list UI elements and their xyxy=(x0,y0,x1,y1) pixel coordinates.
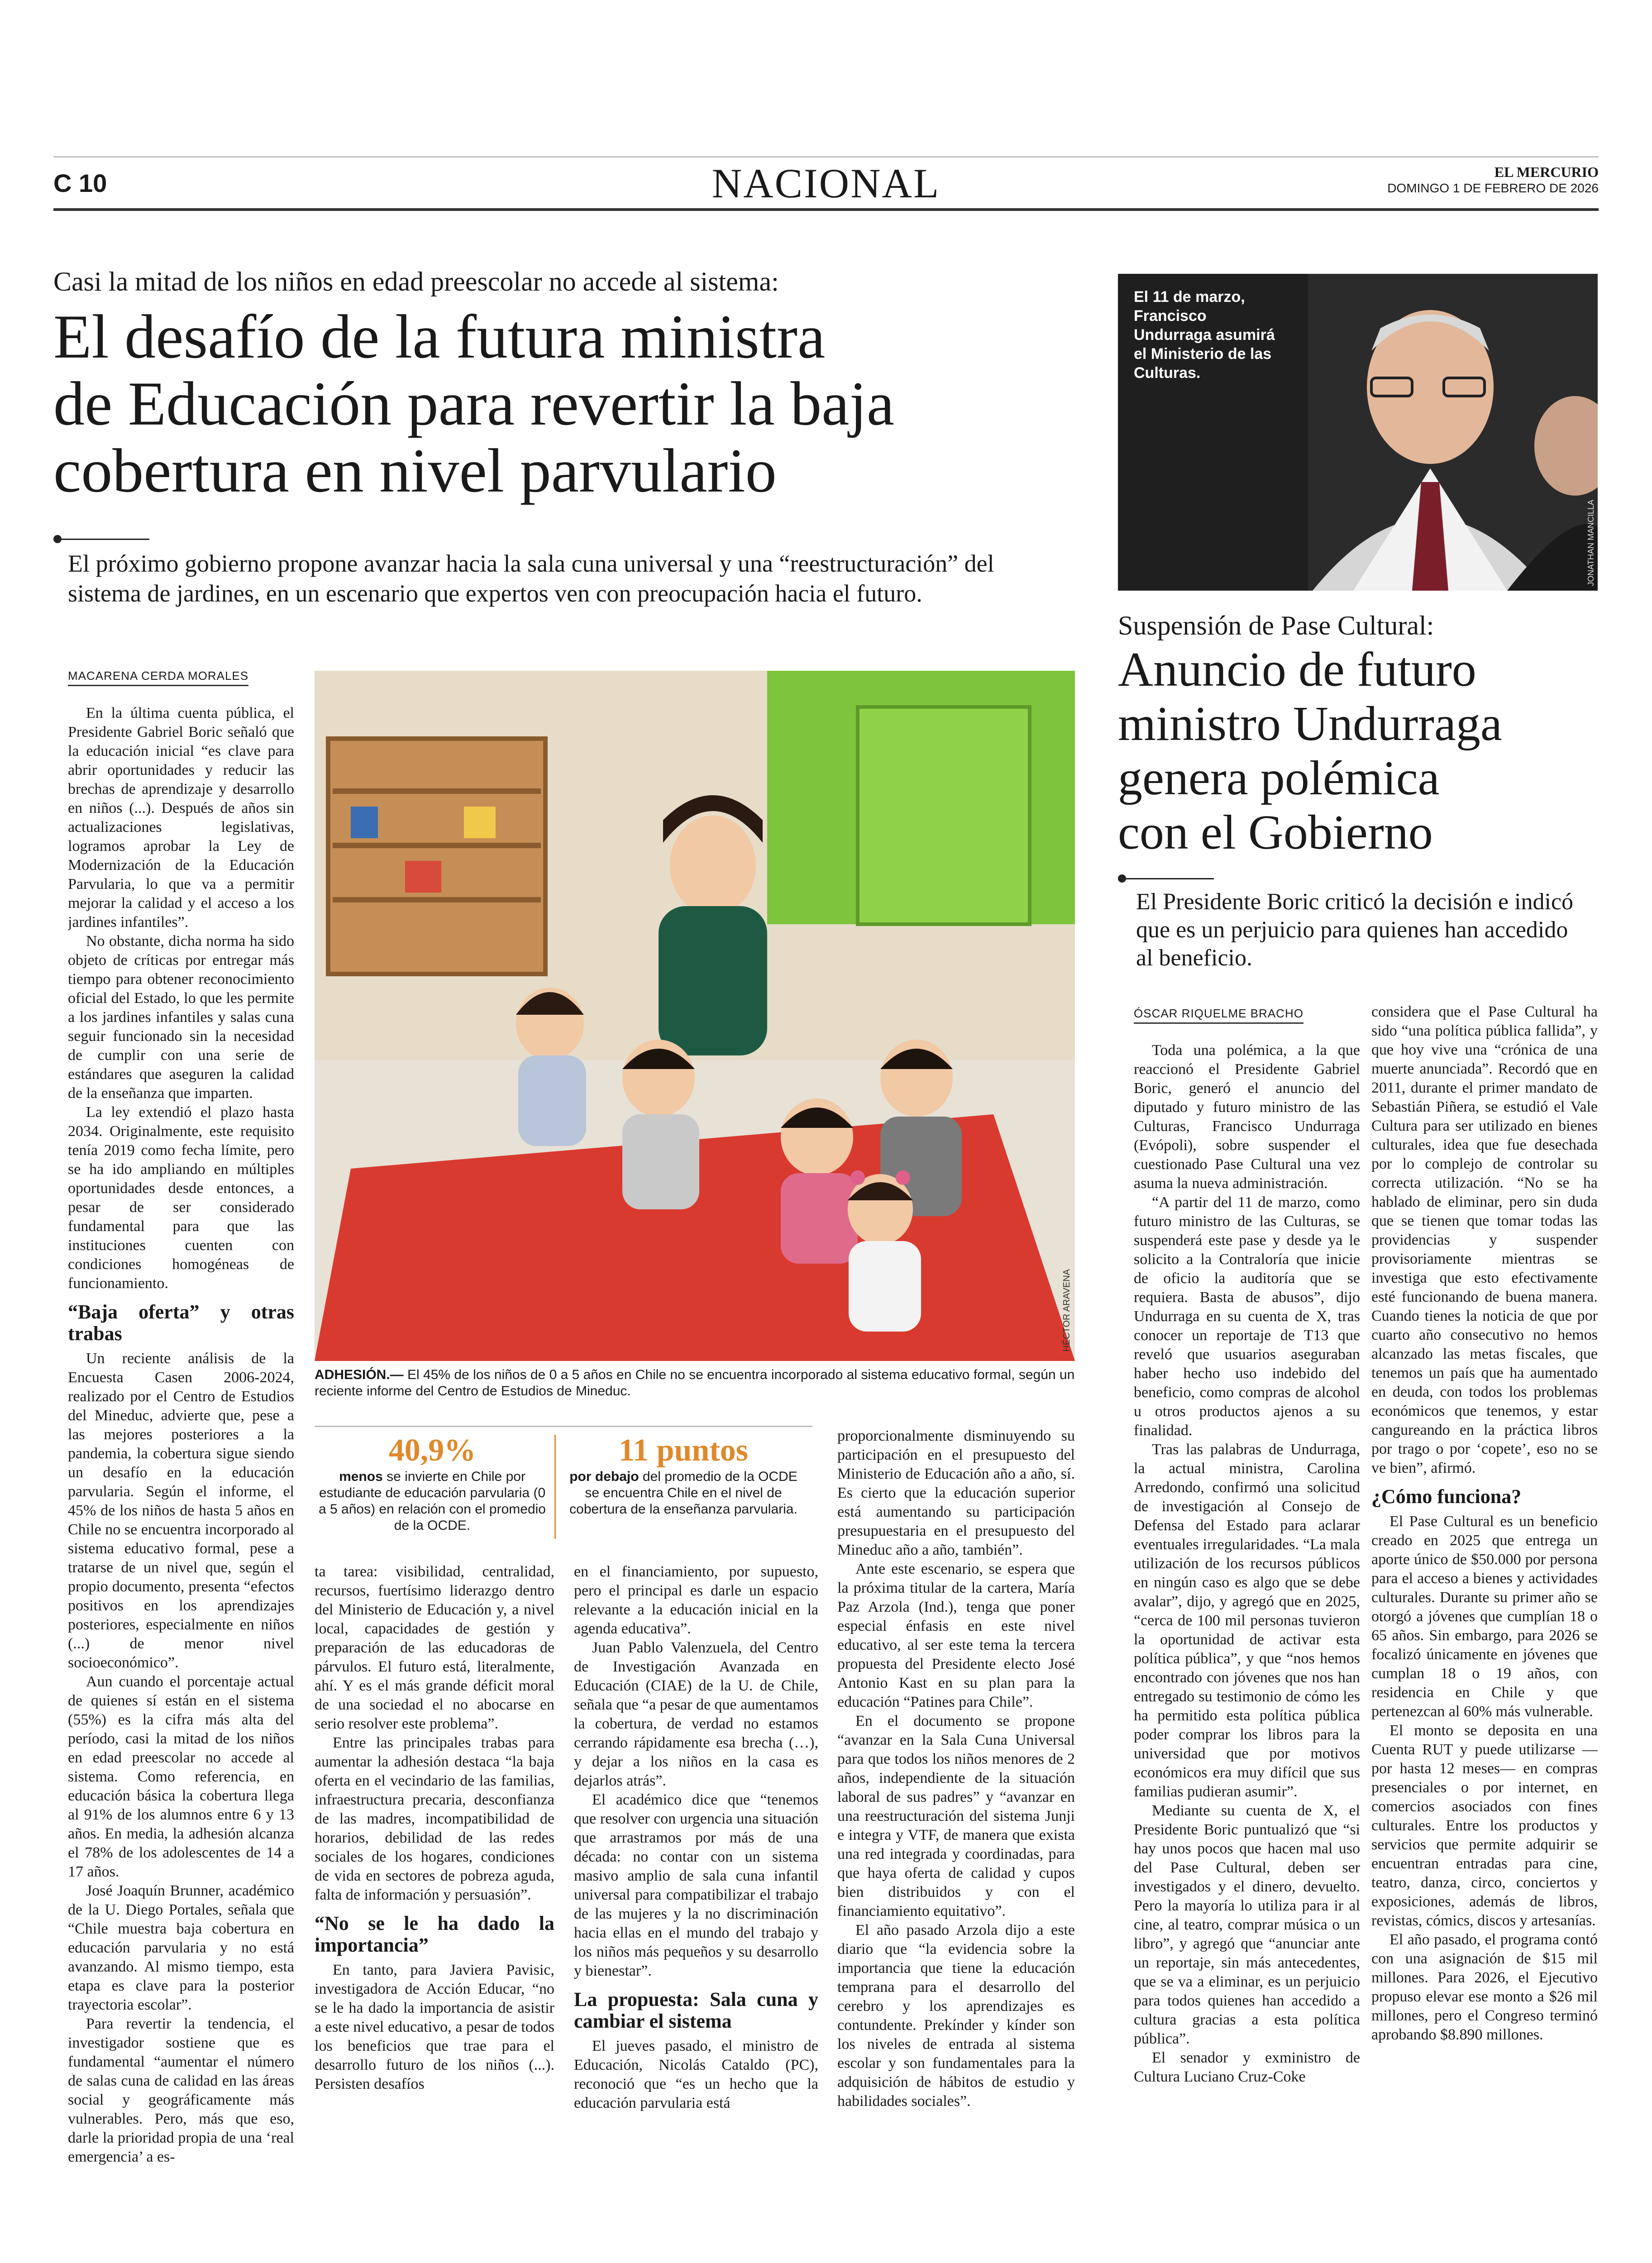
main-col-4 xyxy=(837,1427,1075,2255)
classroom-photo-illustration xyxy=(315,671,1075,1361)
main-headline-line1: El desafío de la futura ministra xyxy=(53,302,826,371)
paragraph: El año pasado Arzola dijo a este diario que “la evidencia sobre la importancia que tiene la educación temprana para el desarrollo del cerebro y los aprendizajes es contundente. Prekínder y kínder son los niveles de entrada al sistema escolar y son fundamentales para la adquisición de hábitos de estudio y habilidades sociales”. xyxy=(837,1922,1075,2110)
caption-text: El 45% de los niños de 0 a 5 años en Chile no se encuentra incorporado al sistema educativo formal, según un reciente informe del Centro de Estudios de Mineduc. xyxy=(315,1367,1075,1399)
paragraph: considera que el Pase Cultural ha sido “una política pública fallida”, y que hoy vive una “crónica de una muerte anunciada”. Recordó que en 2011, durante el primer mandato de Sebastián Piñera, se estudió el Vale Cultura para ser utilizado en bienes culturales, idea que fue desechada por lo complejo de controlar su correcta utilización. “No se ha hablado de eliminar, pero sin duda que se tienen que tomar todas las providencias y suspender provisoriamente mientras se investiga que esto efectivamente esté funcionando de buena manera. Cuando tienes la noticia de que por cuarto año consecutivo no hemos alcanzado las metas fiscales, que tenemos un país que ha aumentado en deuda, con todos los problemas económicos que tenemos, y estar cangureando en la práctica libros por trago o por ‘copete’, eso no se ve bien”, afirmó. xyxy=(1371,1003,1598,1476)
stat-divider xyxy=(554,1435,556,1539)
paragraph: El académico dice que “tenemos que resolver con urgencia una situación que arrastramos por más de una década: no contar con un sistema masivo amplio de sala cuna infantil universal para compatibilizar el trabajo de las mujeres y la no discriminación hacia ellas en el mundo del trabajo y los niños más pequeños y su desarrollo y bienestar”. xyxy=(574,1791,818,1979)
main-headline-line2: de Educación para revertir la baja xyxy=(53,369,895,438)
stat1-text xyxy=(315,1469,550,1534)
lede-rule xyxy=(59,539,149,540)
side-photo-credit: JONATHAN MANCILLA xyxy=(1586,500,1595,586)
page-number: C 10 xyxy=(53,169,107,197)
paragraph: en el financiamiento, por supuesto, pero el principal es darle un espacio relevante a la educación inicial en la agenda educativa”. xyxy=(574,1563,818,1637)
paragraph: Tras las palabras de Undurraga, la actual ministra, Carolina Arredondo, confirmó una solicitud de investigación al Consejo de Defensa del Estado para aclarar eventuales irregularidades. “La mala utilización de los recursos públicos en ningún caso es algo que se debe avalar”, dijo, y agregó que en 2025, “cerca de 100 mil personas tuvieron la oportunidad de activar esta política pública”, y que “nos hemos encontrado con jóvenes que nos han entregado su testimonio de cómo les ha permitido esta política pública poder comprar los libros para la universidad que por motivos económicos era muy difícil que sus familias pudieran asumir”. xyxy=(1134,1441,1360,1800)
main-col-3 xyxy=(574,1562,818,2255)
paragraph: El monto se deposita en una Cuenta RUT y puede utilizarse —por hasta 12 meses— en compras presenciales o por internet, en comercios asociados con fines culturales. Entre los productos y servicios que permite adquirir se encuentran entradas para cine, teatro, danza, circo, conciertos y exposiciones, además de libros, revistas, cómics, discos y artesanías. xyxy=(1371,1722,1598,1929)
side-byline: ÓSCAR RIQUELME BRACHO xyxy=(1134,1007,1303,1024)
side-headline xyxy=(1118,643,1502,860)
paragraph: Mediante su cuenta de X, el Presidente Boric puntualizó que “si hay unos pocos que hacen mal uso del Pase Cultural, deben ser investigados y el dinero, devuelto. Pero la mayoría lo utiliza para ir al cine, al teatro, comprar música o un libro”, y agregó que “anunciar ante un reportaje, sin más antecedentes, que se va a eliminar, es un perjuicio para todos quienes han accedido a cultura gracias a esta política pública”. xyxy=(1134,1802,1360,2047)
subhead-como-funciona: ¿Cómo funciona? xyxy=(1371,1485,1522,1508)
main-lede: El próximo gobierno propone avanzar hacia la sala cuna universal y una “reestructuración” del sistema de jardines, en un escenario que expertos ven con preocupación hacia el futuro. xyxy=(68,550,994,607)
main-col-1 xyxy=(68,704,294,2256)
section-title: NACIONAL xyxy=(711,160,941,206)
issue-date: DOMINGO 1 DE FEBRERO DE 2026 xyxy=(1387,181,1599,195)
stat1-description: se invierte en Chile por estudiante de educación parvularia (0 a 5 años) en relación con el promedio de la OCDE. xyxy=(319,1469,546,1533)
side-headline-line1: Anuncio de futuro xyxy=(1118,643,1476,697)
stat2-description: del promedio de la OCDE se encuentra Chile en el nivel de cobertura de la enseñanza parvularia. xyxy=(569,1469,797,1517)
paragraph: ta tarea: visibilidad, centralidad, recursos, fuertísimo liderazgo dentro del Ministerio de Educación y, a nivel local, capacidades de gestión y preparación de las educadoras de párvulos. El futuro está, literalmente, ahí. Y es el más grande déficit moral de una sociedad el no abocarse en serio resolver este problema”. xyxy=(315,1563,554,1732)
paragraph: No obstante, dicha norma ha sido objeto de críticas por entregar más tiempo para obtener reconocimiento oficial del Estado, lo que les permite a los jardines infantiles y salas cuna seguir funcionado sin la necesidad de cumplir con una serie de estándares que aseguren la calidad de la enseñanza que imparten. xyxy=(68,933,294,1102)
paragraph: “A partir del 11 de marzo, como futuro ministro de las Culturas, se suspenderá este pase y desde ya le solicito a la Contraloría que inicie de oficio la auditoría que se requiera. Basta de abusos”, dijo Undurraga en su cuenta de X, tras conocer un reportaje de T13 que reveló que usuarios aseguraban haber hecho uso indebido del beneficio, como compras de alcohol u otros productos ajenos a su finalidad. xyxy=(1134,1194,1360,1439)
paper-name: EL MERCURIO xyxy=(1494,164,1599,180)
paragraph: En la última cuenta pública, el Presidente Gabriel Boric señaló que la educación inicial “es clave para abrir oportunidades y reducir las brechas de aprendizaje y desarrollo en niños (...). Después de años sin actualizaciones legislativas, logramos aprobar la Ley de Modernización de la Educación Parvularia, lo que va a permitir mejorar la calidad y el acceso a los jardines infantiles”. xyxy=(68,705,294,931)
stat1-number: 40,9% xyxy=(388,1433,476,1468)
paragraph: Ante este escenario, se espera que la próxima titular de la cartera, María Paz Arzola (Ind.), tenga que poner especial énfasis en este nivel educativo, al ser este tema la tercera propuesta del Presidente electo José Antonio Kast en su plan para la educación “Patines para Chile”. xyxy=(837,1561,1075,1710)
stat-box-1 xyxy=(315,1432,550,1534)
paragraph: proporcionalmente disminuyendo su participación en el presupuesto del Ministerio de Educación año a año, sí. Es cierto que la educación superior está aumentando su participación presupuestaria en el presupuesto del Mineduc año a año, también”. xyxy=(837,1428,1075,1558)
paragraph: Toda una polémica, a la que reaccionó el Presidente Gabriel Boric, generó el anuncio del diputado y futuro ministro de las Culturas, Francisco Undurraga (Evópoli), sobre suspender el cuestionado Pase Cultural una vez asuma la nueva administración. xyxy=(1134,1042,1360,1192)
paragraph: El Pase Cultural es un beneficio creado en 2025 que entrega un aporte único de $50.000 por persona para el acceso a bienes y actividades culturales. Durante su primer año se otorgó a jóvenes que cumplían 18 o 65 años. Sin embargo, para 2026 se focalizó únicamente en jóvenes que cumplan 18 o 19 años, con residencia en Chile y que pertenezcan al 60% más vulnerable. xyxy=(1371,1513,1598,1720)
subhead-propuesta: La propuesta: Sala cuna y cambiar el sistema xyxy=(574,1988,818,2032)
header-rule xyxy=(53,208,1599,211)
paragraph: La ley extendió el plazo hasta 2034. Originalmente, este requisito tenía 2019 como fecha límite, pero se ha ido ampliando en múltiples oportunidades desde entonces, a pesar de ser considerado fundamental para que las instituciones cuenten con condiciones homogéneas de funcionamiento. xyxy=(68,1104,294,1292)
paragraph: Juan Pablo Valenzuela, del Centro de Investigación Avanzada en Educación (CIAE) de la U. de Chile, señala que “a pesar de que aumentamos la cobertura, de verdad no estamos cerrando rápidamente esa brecha (…), y dejar a los niños en la casa es dejarlos atrás”. xyxy=(574,1639,818,1789)
paragraph: Entre las principales trabas para aumentar la adhesión destaca “la baja oferta en el vecindario de las familias, infraestructura precaria, desconfianza de las madres, incompatibilidad de horarios, debilidad de las redes sociales de los hogares, condiciones de vida en sectores de pobreza aguda, falta de información y persuasión”. xyxy=(315,1734,554,1903)
paragraph: En el documento se propone “avanzar en la Sala Cuna Universal para que todos los niños menores de 2 años, independiente de la situación laboral de sus padres” y “avanzar en una reestructuración del sistema Junji e integra y VTF, de manera que exista una red integrada y coordinadas, para que haya oferta de calidad y cupos bien distribuidos y con el financiamiento equitativo”. xyxy=(837,1713,1075,1919)
main-photo-caption xyxy=(315,1367,1075,1399)
paragraph: Aun cuando el porcentaje actual de quienes sí están en el sistema (55%) es la cifra más alta del período, casi la mitad de los niños en edad preescolar no accede al sistema. Como referencia, en educación básica la cobertura llega al 91% de los alumnos entre 6 y 13 años. En media, la adhesión alcanza el 78% de los adolescentes de 14 a 17 años. xyxy=(68,1673,294,1880)
paragraph: Un reciente análisis de la Encuesta Casen 2006-2024, realizado por el Centro de Estudios del Mineduc, advierte que, pese a las mejores posteriores a la pandemia, la cobertura sigue siendo un desafío en la educación parvularia. Según el informe, el 45% de los niños de hasta 5 años en Chile no se encuentra incorporado al sistema educativo formal, pese a tratarse de un nivel que, según el propio documento, presenta “efectos positivos en los aprendizajes posteriores, especialmente en niños (...) de menor nivel socioeconómico”. xyxy=(68,1350,294,1671)
main-kicker: Casi la mitad de los niños en edad preescolar no accede al sistema: xyxy=(53,267,779,296)
stat2-number: 11 puntos xyxy=(619,1433,748,1468)
side-kicker: Suspensión de Pase Cultural: xyxy=(1118,611,1434,640)
paragraph: El año pasado, el programa contó con una asignación de $15 mil millones. Para 2026, el Ejecutivo propuso elevar ese monto a $26 mil millones, pero el Congreso terminó aprobando $8.890 millones. xyxy=(1371,1931,1598,2043)
paragraph: El senador y exministro de Cultura Luciano Cruz-Coke xyxy=(1134,2049,1360,2085)
side-headline-line4: con el Gobierno xyxy=(1118,806,1433,859)
top-rule xyxy=(53,156,1599,158)
side-lede-rule xyxy=(1123,878,1214,879)
stat2-text xyxy=(561,1469,806,1518)
side-lede: El Presidente Boric criticó la decisión e indicó que es un perjuicio para quienes han accedido al beneficio. xyxy=(1136,889,1574,971)
subhead-importancia: “No se le ha dado la importancia” xyxy=(315,1912,554,1956)
main-photo xyxy=(315,671,1075,1361)
main-col-2 xyxy=(315,1562,554,2255)
subhead-baja-oferta: “Baja oferta” y otras trabas xyxy=(68,1301,294,1345)
stat-box-2 xyxy=(561,1432,806,1518)
caption-label: ADHESIÓN.— xyxy=(315,1367,404,1382)
stat2-bold: por debajo xyxy=(569,1469,639,1484)
side-headline-line2: ministro Undurraga xyxy=(1118,697,1502,751)
paragraph: Para revertir la tendencia, el investigador sostiene que es fundamental “aumentar el número de salas cuna de calidad en las áreas social y geográficamente más vulnerables. Pero, más que eso, darle la prioridad propia de una ‘real emergencia’ a es- xyxy=(68,2015,294,2165)
side-photo-caption: El 11 de marzo, Francisco Undurraga asumirá el Ministerio de las Culturas. xyxy=(1134,288,1275,382)
paragraph: José Joaquín Brunner, académico de la U. Diego Portales, señala que “Chile muestra baja cobertura en educación parvularia y no está avanzando. Al mismo tiempo, esta etapa es clave para la posterior trayectoria escolar”. xyxy=(68,1882,294,2013)
paragraph: En tanto, para Javiera Pavisic, investigadora de Acción Educar, “no se le ha dado la importancia de asistir a este nivel educativo, a pesar de todos los beneficios que trae para el desarrollo futuro de los niños (...). Persisten desafíos xyxy=(315,1962,554,2092)
stat-rule xyxy=(315,1426,812,1427)
main-byline: MACARENA CERDA MORALES xyxy=(68,669,248,686)
side-col-2 xyxy=(1371,1003,1598,2258)
paragraph: El jueves pasado, el ministro de Educación, Nicolás Cataldo (PC), reconoció que “es un hecho que la educación parvularia está xyxy=(574,2038,818,2111)
stat1-bold: menos xyxy=(339,1469,383,1484)
side-col-1 xyxy=(1134,1041,1360,2258)
side-photo xyxy=(1118,274,1598,591)
main-headline xyxy=(53,303,894,504)
side-headline-line3: genera polémica xyxy=(1118,751,1440,805)
main-headline-line3: cobertura en nivel parvulario xyxy=(53,436,777,505)
photo-credit: HÉCTOR ARAVENA xyxy=(1062,1269,1072,1352)
